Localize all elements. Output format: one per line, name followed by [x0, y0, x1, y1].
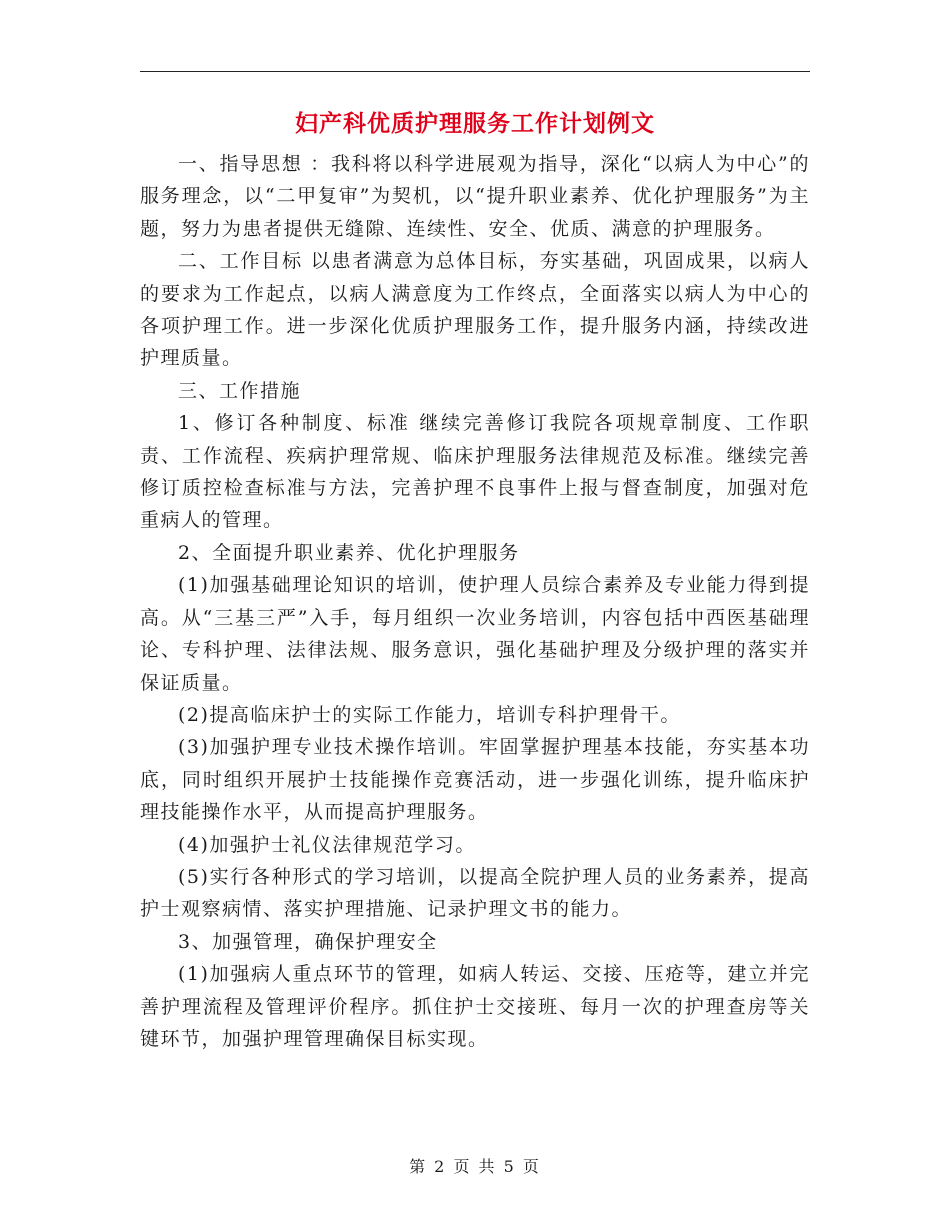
paragraph-measure-2-item-5: (5)实行各种形式的学习培训，以提高全院护理人员的业务素养，提高护士观察病情、落实护理措施、记录护理文书的能力。: [140, 865, 810, 921]
paragraph-measure-2-item-4: (4)加强护士礼仪法律规范学习。: [178, 833, 476, 856]
paragraph-work-measures-heading: 三、工作措施: [178, 379, 302, 402]
paragraph-measure-3-heading: 3、加强管理，确保护理安全: [178, 930, 438, 953]
paragraph-measure-2-item-1: (1)加强基础理论知识的培训，使护理人员综合素养及专业能力得到提高。从“三基三严”入手，每月组织一次业务培训，内容包括中西医基础理论、专科护理、法律法规、服务意识，强化基础护理及分级护理的落实并保证质量。: [140, 574, 810, 694]
paragraph-measure-2-item-3: (3)加强护理专业技术操作培训。牢固掌握护理基本技能，夯实基本功底，同时组织开展护士技能操作竞赛活动，进一步强化训练，提升临床护理技能操作水平，从而提高护理服务。: [140, 736, 810, 824]
paragraph-measure-1: 1、修订各种制度、标准 继续完善修订我院各项规章制度、工作职责、工作流程、疾病护理常规、临床护理服务法律规范及标准。继续完善修订质控检查标准与方法，完善护理不良事件上报与督查制度，加强对危重病人的管理。: [140, 412, 810, 532]
paragraph-work-goal: 二、工作目标 以患者满意为总体目标，夯实基础，巩固成果，以病人的要求为工作起点，以病人满意度为工作终点，全面落实以病人为中心的各项护理工作。进一步深化优质护理服务工作，提升服务内涵，持续改进护理质量。: [140, 250, 810, 370]
paragraph-measure-2-heading: 2、全面提升职业素养、优化护理服务: [178, 541, 520, 564]
paragraph-measure-2-item-2: (2)提高临床护士的实际工作能力，培训专科护理骨干。: [178, 703, 681, 726]
document-title: 妇产科优质护理服务工作计划例文: [295, 110, 655, 137]
header-rule: [140, 71, 810, 72]
page-number-footer: 第 2 页 共 5 页: [409, 1157, 541, 1176]
paragraph-measure-3-item-1: (1)加强病人重点环节的管理，如病人转运、交接、压疮等，建立并完善护理流程及管理评价程序。抓住护士交接班、每月一次的护理查房等关键环节，加强护理管理确保目标实现。: [140, 963, 810, 1050]
paragraph-guiding-idea: 一、指导思想 ：我科将以科学进展观为指导，深化“以病人为中心”的服务理念，以“二甲复审”为契机，以“提升职业素养、优化护理服务”为主题，努力为患者提供无缝隙、连续性、安全、优质、满意的护理服务。: [140, 153, 810, 240]
document-body: [140, 148, 810, 1055]
